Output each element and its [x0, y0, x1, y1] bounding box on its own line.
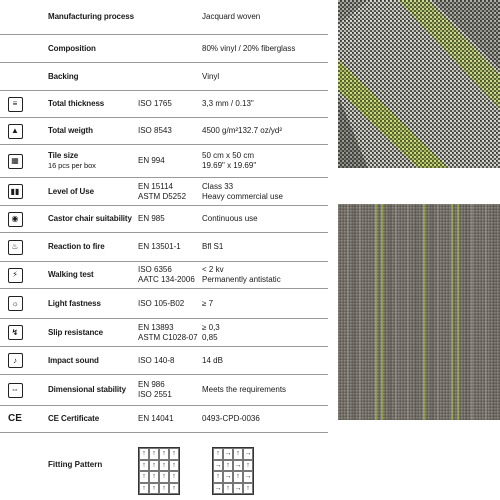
spec-value — [202, 178, 328, 205]
arrow-icon: ↑ — [169, 483, 179, 495]
spec-value-line: 0,85 — [202, 332, 218, 342]
spec-standard — [138, 406, 208, 432]
spec-label-text: Castor chair suitability — [48, 214, 132, 223]
spec-label — [48, 319, 140, 346]
spec-standard-line: EN 13893 — [138, 322, 174, 332]
arrow-icon: ↑ — [159, 483, 169, 495]
spec-label — [48, 35, 140, 62]
spec-row — [0, 206, 328, 233]
light-fastness-icon: ☼ — [8, 296, 23, 311]
spec-row — [0, 347, 328, 375]
spec-row — [0, 91, 328, 118]
fitting-pattern-label: Fitting Pattern — [48, 460, 103, 469]
spec-label-text: Impact sound — [48, 355, 99, 365]
arrow-icon: → — [233, 483, 243, 495]
spec-icon-cell — [6, 347, 24, 374]
spec-value-line: Bfl S1 — [202, 242, 224, 251]
spec-icon-cell — [6, 319, 24, 346]
spec-value-line: < 2 kv — [202, 265, 224, 274]
carpet-swatch-diagonal — [338, 0, 500, 168]
spec-label-text: Total weigth — [48, 126, 93, 135]
spec-label — [48, 178, 140, 205]
spec-row — [0, 178, 328, 206]
spec-label — [48, 347, 140, 374]
spec-label — [48, 91, 140, 117]
arrow-icon: ↑ — [223, 460, 233, 472]
arrow-icon: ↑ — [139, 448, 149, 460]
dimensional-stability-icon: ⇔ — [8, 383, 23, 398]
arrow-icon: ↑ — [233, 448, 243, 460]
spec-standard-line: EN 986 — [138, 380, 165, 389]
spec-standard-line: ASTM C1028-07 — [138, 332, 198, 342]
spec-standard — [138, 319, 208, 346]
spec-value-line: Continuous use — [202, 214, 258, 223]
spec-label-text: CE Certificate — [48, 414, 100, 423]
arrow-icon: ↑ — [149, 448, 159, 460]
spec-standard — [138, 233, 208, 261]
spec-icon-cell — [6, 145, 24, 177]
arrow-icon: ↑ — [243, 460, 253, 472]
spec-standard-line: ISO 2551 — [138, 390, 172, 399]
spec-standard — [138, 35, 208, 62]
arrow-icon: ↑ — [139, 460, 149, 472]
spec-icon-cell — [6, 406, 24, 432]
tile-size-icon: ▦ — [8, 154, 23, 169]
spec-label-text: Level of Use — [48, 186, 94, 196]
spec-icon-cell — [6, 262, 24, 288]
spec-icon-cell — [6, 91, 24, 117]
spec-row — [0, 118, 328, 145]
spec-label — [48, 233, 140, 261]
spec-value — [202, 262, 328, 288]
spec-label-text: Tile size — [48, 151, 79, 160]
arrow-icon: → — [213, 460, 223, 472]
spec-value-line: Jacquard woven — [202, 12, 261, 21]
spec-value-line: 50 cm x 50 cm — [202, 151, 255, 160]
spec-icon-cell — [6, 178, 24, 205]
spec-icon-cell — [6, 0, 24, 34]
spec-value — [202, 347, 328, 374]
spec-icon-cell — [6, 289, 24, 318]
spec-label-text: Manufacturing process — [48, 12, 134, 21]
spec-value — [202, 63, 328, 90]
spec-label-text: Reaction to fire — [48, 242, 105, 251]
spec-value — [202, 319, 328, 346]
spec-row — [0, 233, 328, 262]
fire-icon: ♨ — [8, 240, 23, 255]
walking-test-icon: ⚡ — [8, 268, 23, 283]
spec-label-text: Backing — [48, 71, 79, 81]
spec-label-text: Walking test — [48, 270, 94, 279]
arrow-icon: ↑ — [159, 448, 169, 460]
spec-icon-cell — [6, 375, 24, 405]
arrow-icon: ↑ — [169, 448, 179, 460]
arrow-icon: ↑ — [223, 483, 233, 495]
arrow-icon: ↑ — [169, 460, 179, 472]
spec-standard-line: ISO 105-B02 — [138, 298, 185, 308]
spec-label-text: Slip resistance — [48, 327, 103, 337]
spec-label — [48, 289, 140, 318]
spec-value-line: 80% vinyl / 20% fiberglass — [202, 43, 296, 53]
spec-row — [0, 262, 328, 289]
arrow-icon: → — [213, 483, 223, 495]
spec-row — [0, 289, 328, 319]
spec-label — [48, 375, 140, 405]
spec-standard — [138, 262, 208, 288]
fitting-pattern-quarter-turn — [212, 447, 254, 495]
spec-icon-cell — [6, 233, 24, 261]
arrow-icon: ↑ — [243, 483, 253, 495]
slip-resistance-icon: ↯ — [8, 325, 23, 340]
spec-value-line: Heavy commercial use — [202, 191, 283, 201]
spec-value — [202, 118, 328, 144]
spec-value-line: 19.69" x 19.69" — [202, 161, 257, 170]
spec-standard — [138, 145, 208, 177]
arrow-icon: → — [233, 460, 243, 472]
spec-standard-line: EN 994 — [138, 156, 165, 165]
arrow-icon: ↑ — [149, 483, 159, 495]
thickness-icon: ≡ — [8, 97, 23, 112]
spec-row — [0, 0, 328, 35]
spec-value-line: 3,3 mm / 0.13" — [202, 99, 254, 108]
spec-standard — [138, 118, 208, 144]
spec-standard-line: AATC 134-2006 — [138, 275, 195, 284]
spec-row — [0, 375, 328, 406]
impact-sound-icon: ♪ — [8, 353, 23, 368]
arrow-icon: ↑ — [139, 471, 149, 483]
spec-row — [0, 406, 328, 433]
spec-standard — [138, 206, 208, 232]
weight-icon: ▲ — [8, 124, 23, 139]
spec-value-line: Vinyl — [202, 71, 220, 81]
spec-standard-line: ISO 8543 — [138, 126, 172, 135]
spec-value-line: 14 dB — [202, 355, 223, 365]
spec-value-line: Permanently antistatic — [202, 275, 281, 284]
spec-label — [48, 63, 140, 90]
arrow-icon: ↑ — [233, 471, 243, 483]
spec-label — [48, 262, 140, 288]
carpet-swatch-diagonal-image — [338, 0, 500, 168]
spec-value — [202, 35, 328, 62]
spec-standard-line: ISO 1765 — [138, 99, 172, 108]
spec-value — [202, 145, 328, 177]
spec-standard — [138, 0, 208, 34]
castor-chair-icon: ◉ — [8, 212, 23, 227]
spec-value — [202, 406, 328, 432]
arrow-icon: ↑ — [139, 483, 149, 495]
ce-icon: CE — [8, 413, 22, 424]
spec-value-line: ≥ 0,3 — [202, 322, 220, 332]
spec-value-line: Meets the requirements — [202, 385, 287, 394]
spec-value — [202, 206, 328, 232]
arrow-icon: ↑ — [149, 471, 159, 483]
arrow-icon: ↑ — [159, 471, 169, 483]
spec-value-line: 4500 g/m²132.7 oz/yd² — [202, 126, 283, 135]
spec-icon-cell — [6, 206, 24, 232]
spec-row — [0, 63, 328, 91]
spec-standard-line: EN 14041 — [138, 414, 174, 423]
arrow-icon: → — [243, 448, 253, 460]
spec-label — [48, 206, 140, 232]
spec-value-line: Class 33 — [202, 181, 234, 191]
arrow-icon: ↑ — [213, 471, 223, 483]
spec-value-line: ≥ 7 — [202, 298, 214, 308]
spec-standard — [138, 178, 208, 205]
arrow-icon: ↑ — [149, 460, 159, 472]
spec-value-line: 0493-CPD-0036 — [202, 414, 260, 423]
arrow-icon: ↑ — [213, 448, 223, 460]
spec-label — [48, 118, 140, 144]
spec-standard — [138, 375, 208, 405]
spec-label-text: Total thickness — [48, 99, 105, 108]
spec-standard-line: EN 985 — [138, 214, 165, 223]
carpet-swatch-stripe — [338, 204, 500, 420]
arrow-icon: → — [243, 471, 253, 483]
spec-value — [202, 91, 328, 117]
spec-label — [48, 406, 140, 432]
spec-standard-line: EN 13501-1 — [138, 242, 181, 251]
spec-value — [202, 289, 328, 318]
spec-value — [202, 375, 328, 405]
level-of-use-icon: ▮▮ — [8, 184, 23, 199]
spec-icon-cell — [6, 118, 24, 144]
arrow-icon: → — [223, 448, 233, 460]
carpet-swatch-stripe-image — [338, 204, 500, 420]
spec-row — [0, 319, 328, 347]
arrow-icon: ↑ — [159, 460, 169, 472]
arrow-icon: ↑ — [169, 471, 179, 483]
spec-icon-cell — [6, 63, 24, 90]
spec-standard — [138, 347, 208, 374]
spec-standard-line: ISO 6356 — [138, 265, 172, 274]
spec-row — [0, 145, 328, 178]
spec-standard-line: ASTM D5252 — [138, 191, 187, 201]
spec-value — [202, 233, 328, 261]
spec-value — [202, 0, 328, 34]
spec-standard — [138, 63, 208, 90]
spec-label-text: Composition — [48, 43, 96, 53]
arrow-icon: → — [223, 471, 233, 483]
spec-label — [48, 0, 140, 34]
spec-standard — [138, 91, 208, 117]
spec-standard-line: ISO 140-8 — [138, 355, 175, 365]
spec-icon-cell — [6, 35, 24, 62]
spec-row — [0, 35, 328, 63]
spec-label-sub: 16 pcs per box — [48, 161, 96, 170]
spec-label-text: Light fastness — [48, 298, 101, 308]
spec-standard-line: EN 15114 — [138, 181, 173, 191]
spec-standard — [138, 289, 208, 318]
spec-label — [48, 145, 140, 177]
fitting-pattern-monolithic — [138, 447, 180, 495]
spec-label-text: Dimensional stability — [48, 385, 126, 394]
